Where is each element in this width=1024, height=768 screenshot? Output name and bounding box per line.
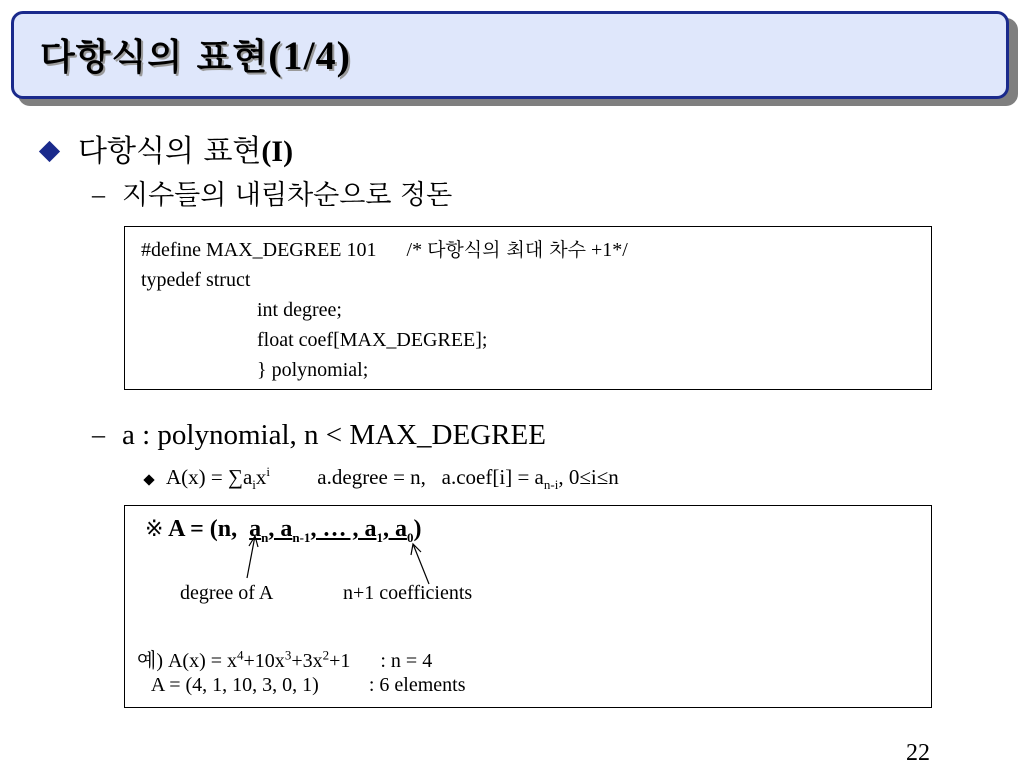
coef-an1: , a <box>268 516 293 542</box>
bullet1-korean: 다항식의 표현 <box>78 134 262 169</box>
slide-title <box>40 33 351 78</box>
formula-x: x <box>255 465 267 489</box>
diamond-bullet-icon <box>39 141 60 162</box>
coef-a0: , a <box>382 516 407 542</box>
label-coefficients: n+1 coefficients <box>343 582 473 604</box>
example-close-paren: ) <box>413 516 422 542</box>
bullet1-roman: (I) <box>261 135 294 168</box>
ex1-pow-3: 3 <box>284 647 292 663</box>
formula-range: , 0≤i≤n <box>558 465 619 489</box>
reference-mark-icon: ※ <box>145 517 164 542</box>
ex1-part-c: +3x <box>291 650 323 672</box>
arrow-coefficients <box>413 544 429 584</box>
formula-sub-ni: n-i <box>543 477 559 493</box>
coef-an: a <box>249 516 262 542</box>
small-diamond-bullet-icon <box>143 474 154 485</box>
code-line-int-degree: int degree; <box>257 299 342 321</box>
formula-degree: a.degree = n, a.coef[i] = a <box>270 465 544 489</box>
code-line-float-coef: float coef[MAX_DEGREE]; <box>257 329 488 351</box>
code-comment-korean: 다항식의 최대 차수 <box>427 239 586 261</box>
formula-sub-i: i <box>252 477 256 493</box>
coef-an1-sub: n-1 <box>292 529 311 545</box>
dash-bullet-2: – <box>92 420 105 449</box>
ex1-part-d: +1 : n = 4 <box>329 650 433 672</box>
title-number: (1/4) <box>268 33 351 78</box>
ex1-part-b: +10x <box>243 650 285 672</box>
coef-a0-sub: 0 <box>406 529 414 545</box>
sub-bullet-descending-order: 지수들의 내림차순으로 정돈 <box>122 180 453 211</box>
code-box <box>124 226 932 390</box>
coef-an-sub: n <box>261 529 269 545</box>
ex1-pow-4: 4 <box>237 647 244 663</box>
dash-bullet-1: – <box>92 180 105 209</box>
code-line-polynomial: } polynomial; <box>257 359 369 381</box>
code-line-typedef: typedef struct <box>141 269 251 291</box>
ex1-part-a: ) A(x) = x <box>156 650 238 672</box>
code-line-define <box>141 235 628 265</box>
label-degree-of-a: degree of A <box>180 582 274 604</box>
ex1-pow-2: 2 <box>322 647 330 663</box>
code-comment-end: +1*/ <box>586 239 628 261</box>
coef-a1-sub: 1 <box>376 529 383 545</box>
formula-line <box>166 464 619 494</box>
title-korean: 다항식의 표현 <box>40 37 269 78</box>
formula-sup-i: i <box>266 464 271 479</box>
example-a-eq: A = (n, <box>163 516 250 542</box>
arrow-coefficients-head <box>411 544 421 555</box>
page-number: 22 <box>906 740 930 766</box>
bullet-polynomial-representation <box>78 134 293 170</box>
formula-sum: A(x) = ∑a <box>166 465 253 489</box>
coef-dots: , … , a <box>310 516 377 542</box>
example-box <box>124 505 932 708</box>
example-korean: 예 <box>137 648 157 672</box>
sub-bullet-polynomial-declaration: a : polynomial, n < MAX_DEGREE <box>122 419 546 451</box>
example-line-2: A = (4, 1, 10, 3, 0, 1) : 6 elements <box>137 674 466 696</box>
code-define-text: #define MAX_DEGREE 101 /* <box>141 239 428 261</box>
example-line-1 <box>137 644 432 673</box>
